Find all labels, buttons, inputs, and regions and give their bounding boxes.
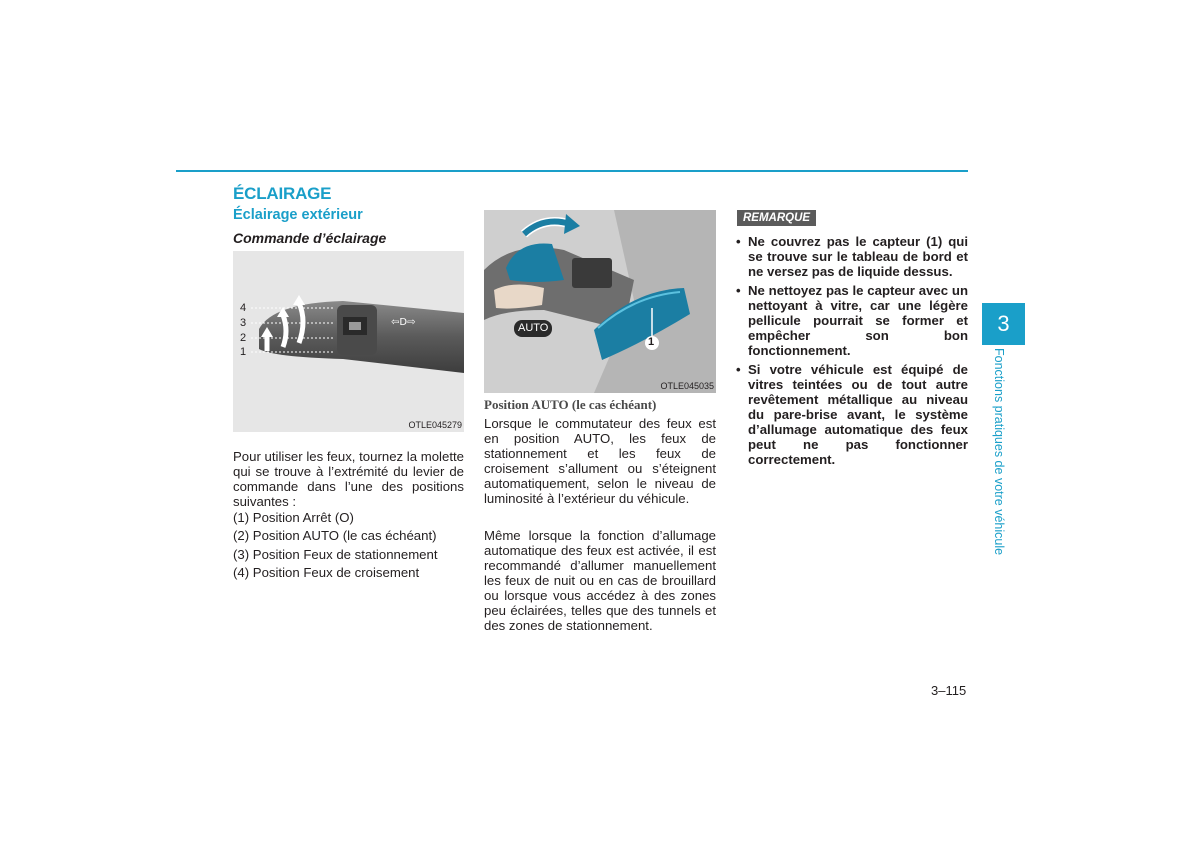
list-item: (1) Position Arrêt (O) <box>233 510 354 525</box>
subheading: Commande d’éclairage <box>233 230 387 246</box>
remark-badge: REMARQUE <box>737 210 816 226</box>
list-item: • Ne nettoyez pas le capteur avec un nettoyant à vitre, car une légère pellicule pourrait se former et empêcher son bon fonctionnement. <box>736 283 968 358</box>
chapter-title: Fonctions pratiques de votre véhicule <box>992 348 1006 556</box>
list-item: (4) Position Feux de croisement <box>233 564 420 580</box>
bullet: • <box>736 234 741 249</box>
bullet: • <box>736 283 741 298</box>
bullet: • <box>736 362 741 377</box>
positions-list <box>233 510 473 583</box>
intro-paragraph: Pour utiliser les feux, tournez la molette qui se trouve à l’extrémité du levier de commande dans l’une des positions suivantes : <box>233 449 464 509</box>
callout-1: 1 <box>648 336 655 348</box>
subsection-title: Éclairage extérieur <box>233 207 363 223</box>
list-item: • Ne couvrez pas le capteur (1) qui se trouve sur le tableau de bord et ne versez pas de liquide dessus. <box>736 234 968 279</box>
light-stalk-illustration <box>233 251 464 432</box>
top-rule <box>176 170 968 172</box>
list-item: (3) Position Feux de stationnement <box>233 546 438 562</box>
auto-paragraph-2: Même lorsque la fonction d’allumage automatique des feux est activée, il est recommandé d’allumer manuellement les feux de nuit ou en cas de brouillard ou lorsque vous accédez à des zones peu éclairées, telles que des tunnels et des zones de stationnement. <box>484 528 716 633</box>
figure-auto-sensor <box>484 210 716 393</box>
figure1-label-3: 3 <box>240 317 247 329</box>
figure2-code: OTLE045035 <box>660 381 714 391</box>
figure1-label-1: 1 <box>240 346 247 358</box>
auto-caption: Position AUTO (le cas échéant) <box>484 397 657 412</box>
figure1-code: OTLE045279 <box>408 420 462 430</box>
page-number: 3–115 <box>931 683 967 698</box>
auto-paragraph-1: Lorsque le commutateur des feux est en position AUTO, les feux de stationnement et les feux de croisement s’allument ou s’éteignent automatiquement, selon le niveau de luminosité à l’extérieur du véhicule. <box>484 416 716 506</box>
list-item: • Si votre véhicule est équipé de vitres teintées ou de tout autre revêtement métallique au niveau du pare-brise avant, le système d’allumage automatique des feux peut ne pas fonctionner correctement. <box>736 362 968 467</box>
auto-sensor-illustration <box>484 210 716 393</box>
remark-list <box>736 234 968 471</box>
section-title: ÉCLAIRAGE <box>233 184 332 203</box>
svg-text:⇦D⇨: ⇦D⇨ <box>391 317 416 328</box>
auto-label: AUTO <box>518 322 549 334</box>
figure1-label-2: 2 <box>240 332 247 344</box>
figure1-label-4: 4 <box>240 302 247 314</box>
figure-light-switch <box>233 251 464 432</box>
list-item: (2) Position AUTO (le cas échéant) <box>233 528 437 544</box>
chapter-number-tab: 3 <box>982 303 1025 345</box>
